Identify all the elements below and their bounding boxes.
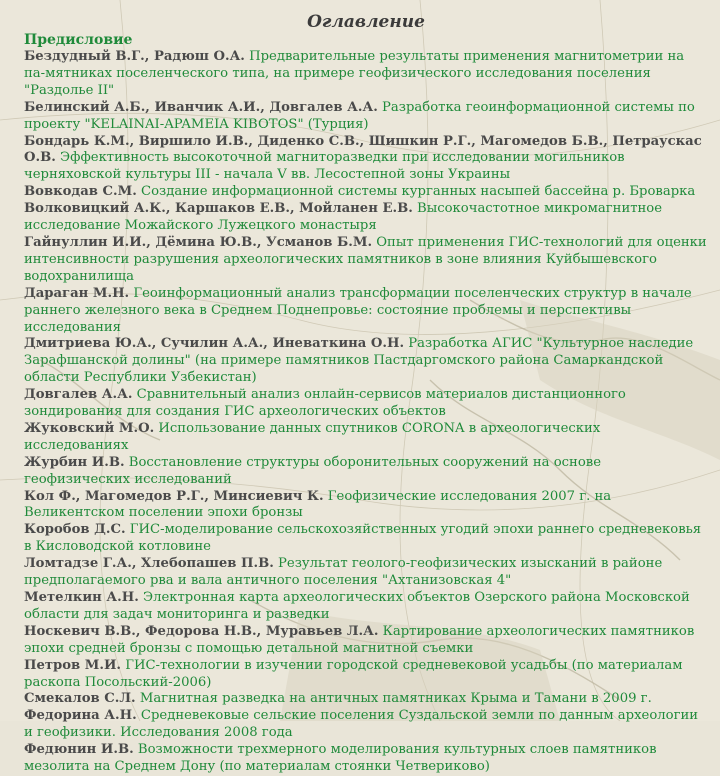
toc-entries	[24, 49, 708, 776]
toc-entry[interactable]	[24, 336, 708, 387]
toc-entry[interactable]	[24, 658, 708, 692]
toc-entry[interactable]	[24, 624, 708, 658]
toc-title: Оглавление	[307, 12, 425, 32]
entry-authors: Метелкин А.Н.	[24, 590, 139, 605]
toc-entry[interactable]	[24, 235, 708, 286]
entry-title: Картирование археологических памятников эпохи средней бронзы с помощью детальной магнитной съемки	[24, 623, 695, 656]
toc-entry[interactable]	[24, 286, 708, 337]
entry-authors: Дараган М.Н.	[24, 285, 130, 301]
entry-authors: Носкевич В.В., Федорова Н.В., Муравьев Л.А.	[24, 623, 379, 639]
entry-authors: Федорина А.Н.	[24, 708, 137, 724]
toc-entry[interactable]	[24, 489, 708, 523]
entry-authors: Вовкодав С.М.	[24, 184, 137, 200]
toc-entry[interactable]	[24, 49, 708, 100]
entry-title: Создание информационной системы курганных насыпей бассейна р. Броварка	[141, 184, 696, 200]
toc-entry[interactable]	[24, 421, 708, 455]
toc-entry[interactable]	[24, 100, 708, 134]
entry-title: Разработка АГИС "Культурное наследие Зарафшанской долины" (на примере памятников Пастдаргомского района Самаркандской области Республики Узбекистан)	[24, 336, 694, 386]
toc-entry[interactable]	[24, 691, 708, 708]
entry-title: Результат геолого-геофизических изысканий в районе предполагаемого рва и вала античного поселения "Ахтанизовская 4"	[24, 556, 663, 589]
entry-authors: Журбин И.В.	[24, 454, 125, 470]
toc-preface-link[interactable]: Предисловие	[24, 32, 133, 48]
entry-title: Использование данных спутников CORONA в археологических исследованиях	[24, 420, 601, 453]
toc-entry[interactable]	[24, 184, 708, 201]
entry-authors: Петров М.И.	[24, 657, 122, 673]
entry-title: Геофизические исследования 2007 г. на Великентском поселении эпохи бронзы	[24, 488, 612, 521]
toc-entry[interactable]	[24, 522, 708, 556]
entry-authors: Гайнуллин И.И., Дёмина Ю.В., Усманов Б.М.	[24, 234, 373, 250]
toc-entry[interactable]	[24, 742, 708, 776]
entry-title: ГИС-моделирование сельскохозяйственных угодий эпохи раннего средневековья в Кисловодской котловине	[24, 522, 702, 555]
entry-title: Опыт применения ГИС-технологий для оценки интенсивности разрушения археологических памятников в зоне влияния Куйбышевского водохранилища	[24, 234, 707, 284]
entry-authors: Смекалов С.Л.	[24, 691, 136, 707]
entry-title: Магнитная разведка на античных памятниках Крыма и Тамани в 2009 г.	[139, 691, 652, 707]
entry-title: Средневековые сельские поселения Суздальской земли по данным археологии и геофизики. Исследования 2008 года	[24, 708, 699, 741]
toc-entry[interactable]	[24, 201, 708, 235]
entry-title: Разработка геоинформационной системы по проекту "KELAINAI-APAMEIA KIBOTOS" (Турция)	[24, 99, 695, 132]
entry-authors: Коробов Д.С.	[24, 522, 126, 538]
entry-authors: Кол Ф., Магомедов Р.Г., Минсиевич К.	[24, 488, 324, 504]
entry-authors: Волковицкий А.К., Каршаков Е.В., Мойланен Е.В.	[24, 201, 413, 217]
entry-title: Восстановление структуры оборонительных сооружений на основе геофизических исследований	[24, 454, 602, 487]
entry-authors: Довгалев А.А.	[24, 387, 133, 403]
entry-authors: Дмитриева Ю.А., Сучилин А.А., Иневаткина О.Н.	[24, 336, 405, 352]
toc-entry[interactable]	[24, 455, 708, 489]
entry-authors: Белинский А.Б., Иванчик А.И., Довгалев А.А.	[24, 99, 378, 115]
entry-title: Сравнительный анализ онлайн-сервисов материалов дистанционного зондирования для создания ГИС археологических объектов	[24, 387, 626, 420]
entry-title: Электронная карта археологических объектов Озерского района Московской области для задач мониторинга и разведки	[24, 590, 690, 622]
entry-authors: Ломтадзе Г.А., Хлебопашев П.В.	[24, 556, 274, 572]
entry-title: Возможности трехмерного моделирования культурных слоев памятников мезолита на Среднем Дону (по материалам стоянки Четвериково)	[24, 742, 657, 775]
toc-entry[interactable]	[24, 708, 708, 742]
entry-title: Предварительные результаты применения магнитометрии на па-мятниках поселенческого типа, на примере геофизического исследования поселения "Раздолье II"	[24, 49, 685, 98]
entry-authors: Бондарь К.М., Виршило И.В., Диденко С.В., Шишкин Р.Г., Магомедов Б.В., Петраускас О.В.	[24, 133, 702, 166]
entry-title: Высокочастотное микромагнитное исследование Можайского Лужецкого монастыря	[24, 201, 663, 234]
entry-authors: Федюнин И.В.	[24, 742, 134, 758]
toc-entry[interactable]	[24, 556, 708, 590]
entry-title: Эффективность высокоточной магниторазведки при исследовании могильников черняховской культуры III - начала V вв. Лесостепной зоны Украины	[24, 150, 625, 183]
entry-title: ГИС-технологии в изучении городской средневековой усадьбы (по материалам раскопа Посольский-2006)	[24, 657, 683, 690]
entry-authors: Жуковский М.О.	[24, 420, 155, 436]
toc-entry[interactable]	[24, 590, 708, 624]
table-of-contents	[24, 12, 708, 776]
entry-title: Геоинформационный анализ трансформации поселенческих структур в начале раннего железного века в Среднем Поднепровье: состояние проблемы и перспективы исследования	[24, 285, 692, 335]
toc-entry[interactable]	[24, 387, 708, 421]
entry-authors: Бездудный В.Г., Радюш О.А.	[24, 49, 245, 64]
toc-entry[interactable]	[24, 134, 708, 185]
